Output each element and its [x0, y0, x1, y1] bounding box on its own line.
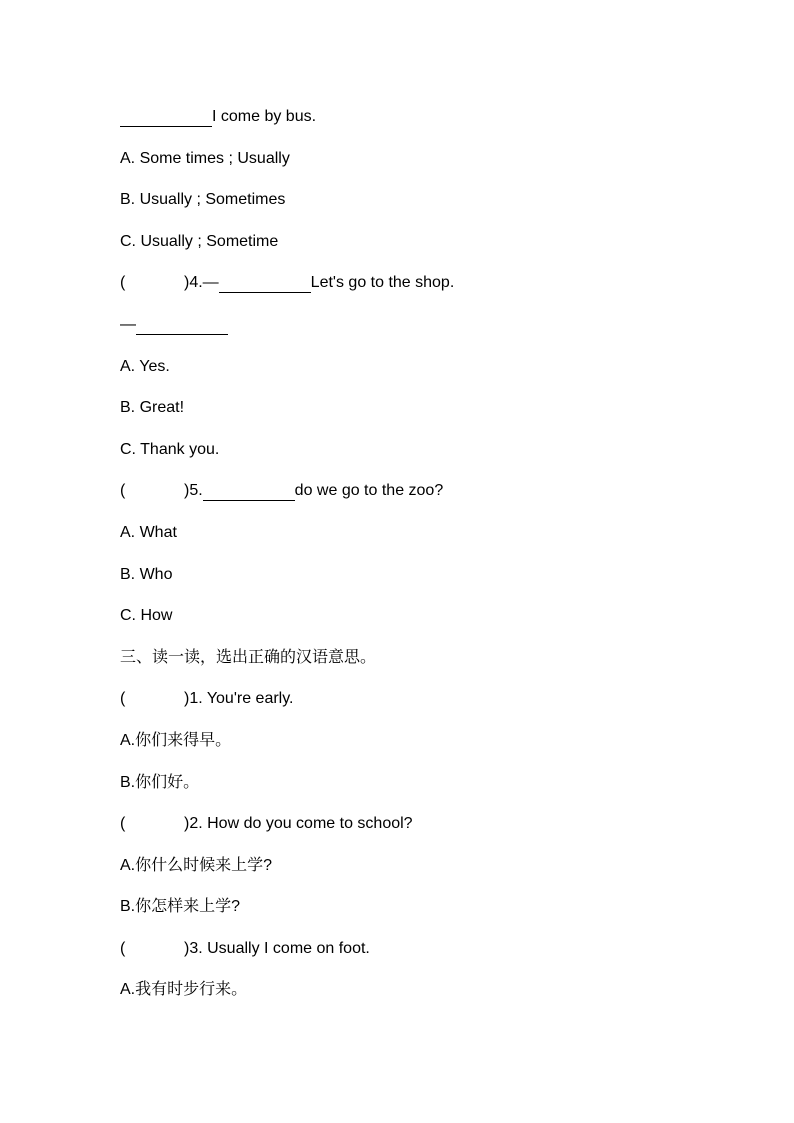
- option-b: B. Who: [120, 565, 173, 583]
- answer-paren: (: [120, 482, 126, 500]
- option-a: A.你们来得早。: [120, 731, 232, 749]
- option-b: B. Usually ; Sometimes: [120, 191, 286, 209]
- answer-blank: [219, 273, 311, 293]
- question-5-stem: [120, 477, 740, 519]
- question-number: )5.: [184, 482, 203, 500]
- option-a: A.你什么时候来上学?: [120, 856, 273, 874]
- answer-paren: (: [120, 815, 126, 833]
- section3-question-1: [120, 685, 740, 727]
- answer-blank: [120, 107, 212, 127]
- option-a: A. Some times ; Usually: [120, 149, 290, 167]
- option-c: C. Usually ; Sometime: [120, 232, 279, 250]
- option-b: B.你们好。: [120, 773, 200, 791]
- question-text: I come by bus.: [212, 108, 317, 125]
- option-c: C. How: [120, 607, 173, 625]
- option-a: A. What: [120, 523, 177, 541]
- question-4-stem: [120, 269, 740, 311]
- answer-blank: [136, 315, 228, 335]
- question-3-stem: [120, 103, 740, 145]
- option-b: B.你怎样来上学?: [120, 898, 241, 916]
- option-c: C. Thank you.: [120, 440, 220, 458]
- question-text: )3. Usually I come on foot.: [184, 939, 370, 957]
- section-heading: 三、读一读，选出正确的汉语意思。: [120, 648, 377, 666]
- question-text: Let's go to the shop.: [310, 274, 455, 292]
- question-text: )2. How do you come to school?: [184, 815, 413, 833]
- worksheet-page: [120, 103, 740, 1018]
- dash: —: [120, 315, 136, 333]
- question-4-reply: [120, 311, 740, 353]
- answer-paren: (: [120, 690, 126, 708]
- option-a: A. Yes.: [120, 357, 170, 375]
- section3-question-3: [120, 935, 740, 977]
- question-text: do we go to the zoo?: [294, 482, 444, 500]
- section3-question-2: [120, 810, 740, 852]
- answer-paren: (: [120, 939, 126, 957]
- question-text: )1. You're early.: [184, 690, 294, 708]
- answer-paren: (: [120, 274, 126, 292]
- answer-blank: [203, 481, 295, 501]
- option-a: A.我有时步行来。: [120, 981, 248, 999]
- option-b: B. Great!: [120, 399, 185, 417]
- question-number: )4.—: [184, 274, 219, 292]
